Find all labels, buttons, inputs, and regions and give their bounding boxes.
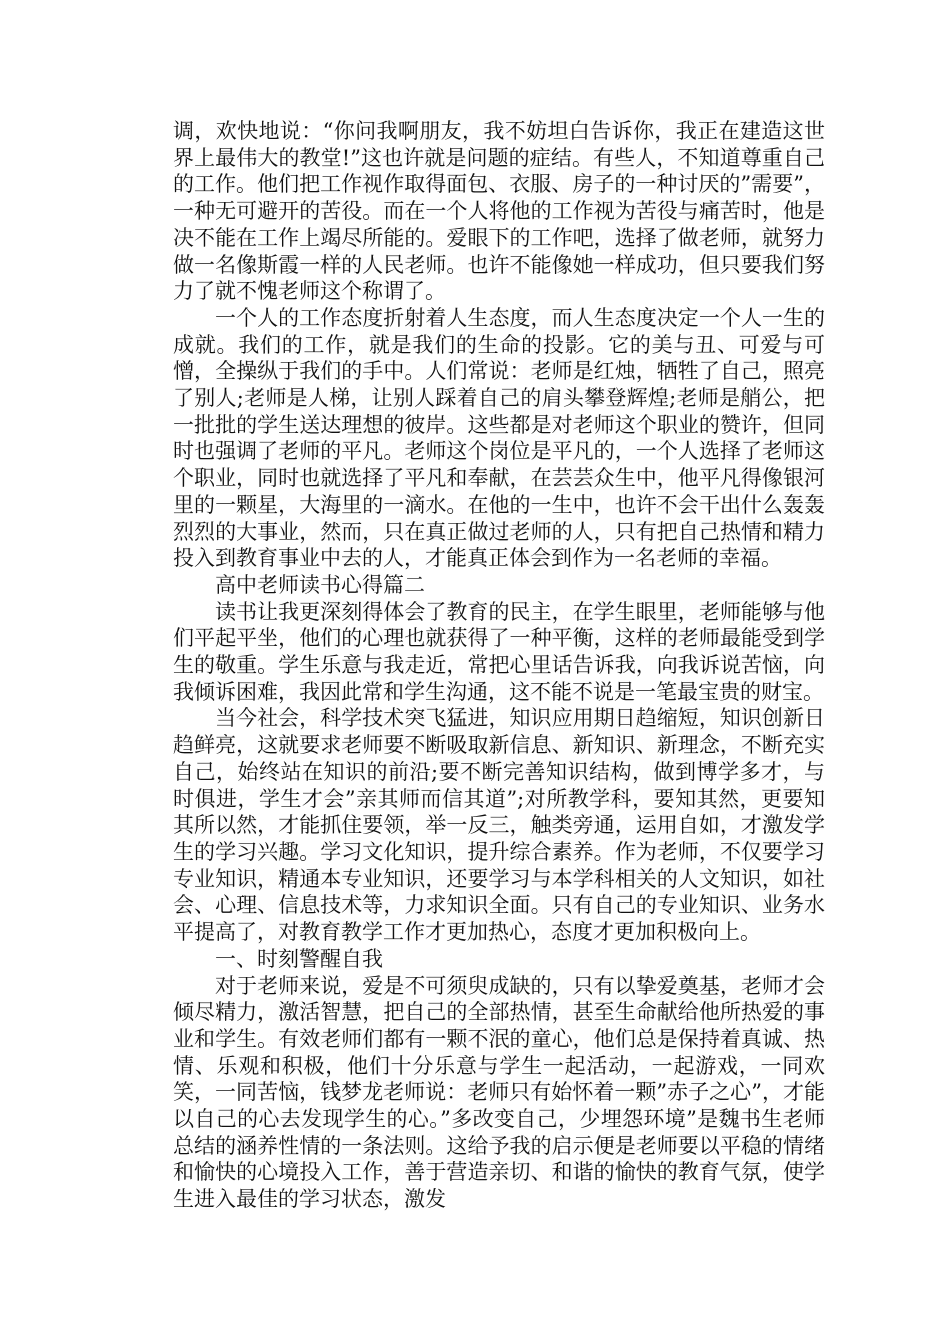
section-heading-part-two: 高中老师读书心得篇二 bbox=[215, 572, 425, 597]
paragraph-work-attitude: 一个人的工作态度折射着人生态度，而人生态度决定一个人一生的成就。我们的工作，就是我们的生命的投影。它的美与丑、可爱与可憎，全操纵于我们的手中。人们常说：老师是红烛，牺牲了自己，照亮了别人;老师是人梯，让别人踩着自己的肩头攀登辉煌;老师是艄公，把一批批的学生送达理想的彼岸。这些都是对老师这个职业的赞许，但同时也强调了老师的平凡。老师这个岗位是平凡的，一个人选择了老师这个职业，同时也就选择了平凡和奉献，在芸芸众生中，他平凡得像银河里的一颗星，大海里的一滴水。在他的一生中，也许不会干出什么轰轰烈烈的大事业，然而，只在真正做过老师的人，只有把自己热情和精力投入到教育事业中去的人，才能真正体会到作为一名老师的幸福。 bbox=[173, 305, 825, 571]
paragraph-continuation: 调，欢快地说：“你问我啊朋友，我不妨坦白告诉你，我正在建造这世界上最伟大的教堂!”这也许就是问题的症结。有些人，不知道尊重自己的工作。他们把工作视作取得面包、衣服、房子的一种讨厌的”需要”，一种无可避开的苦役。而在一个人将他的工作视为苦役与痛苦时，他是决不能在工作上竭尽所能的。爱眼下的工作吧，选择了做老师，就努力做一名像斯霞一样的人民老师。也许不能像她一样成功，但只要我们努力了就不愧老师这个称谓了。 bbox=[173, 119, 825, 304]
paragraph-modern-society: 当今社会，科学技术突飞猛进，知识应用期日趋缩短，知识创新日趋鲜亮，这就要求老师要不断吸取新信息、新知识、新理念，不断充实自己，始终站在知识的前沿;要不断完善知识结构，做到博学多才，与时俱进，学生才会”亲其师而信其道”;对所教学科，要知其然，更要知其所以然，才能抓住要领，举一反三，触类旁通，运用自如，才激发学生的学习兴趣。学习文化知识，提升综合素养。作为老师，不仅要学习专业知识，精通本专业知识，还要学习与本学科相关的人文知识，如社会、心理、信息技术等，力求知识全面。只有自己的专业知识、业务水平提高了，对教育教学工作才更加热心，态度才更加积极向上。 bbox=[173, 706, 825, 945]
document-body bbox=[173, 118, 825, 1213]
paragraph-reading-democracy: 读书让我更深刻得体会了教育的民主，在学生眼里，老师能够与他们平起平坐，他们的心理也就获得了一种平衡，这样的老师最能受到学生的敬重。学生乐意与我走近，常把心里话告诉我，向我诉说苦恼，向我倾诉困难，我因此常和学生沟通，这不能不说是一笔最宝贵的财宝。 bbox=[173, 599, 825, 704]
paragraph-love-for-teaching: 对于老师来说，爱是不可须臾成缺的，只有以挚爱奠基，老师才会倾尽精力，激活智慧，把自己的全部热情，甚至生命献给他所热爱的事业和学生。有效老师们都有一颗不泯的童心，他们总是保持着真诚、热情、乐观和积极，他们十分乐意与学生一起活动，一起游戏，一同欢笑，一同苦恼，钱梦龙老师说：老师只有始怀着一颗”赤子之心”，才能以自己的心去发现学生的心。”多改变自己，少埋怨环境”是魏书生老师总结的涵养性情的一条法则。这给予我的启示便是老师要以平稳的情绪和愉快的心境投入工作，善于营造亲切、和谐的愉快的教育气氛，使学生进入最佳的学习状态，激发 bbox=[173, 973, 825, 1212]
subheading-self-reflection: 一、时刻警醒自我 bbox=[215, 946, 383, 971]
